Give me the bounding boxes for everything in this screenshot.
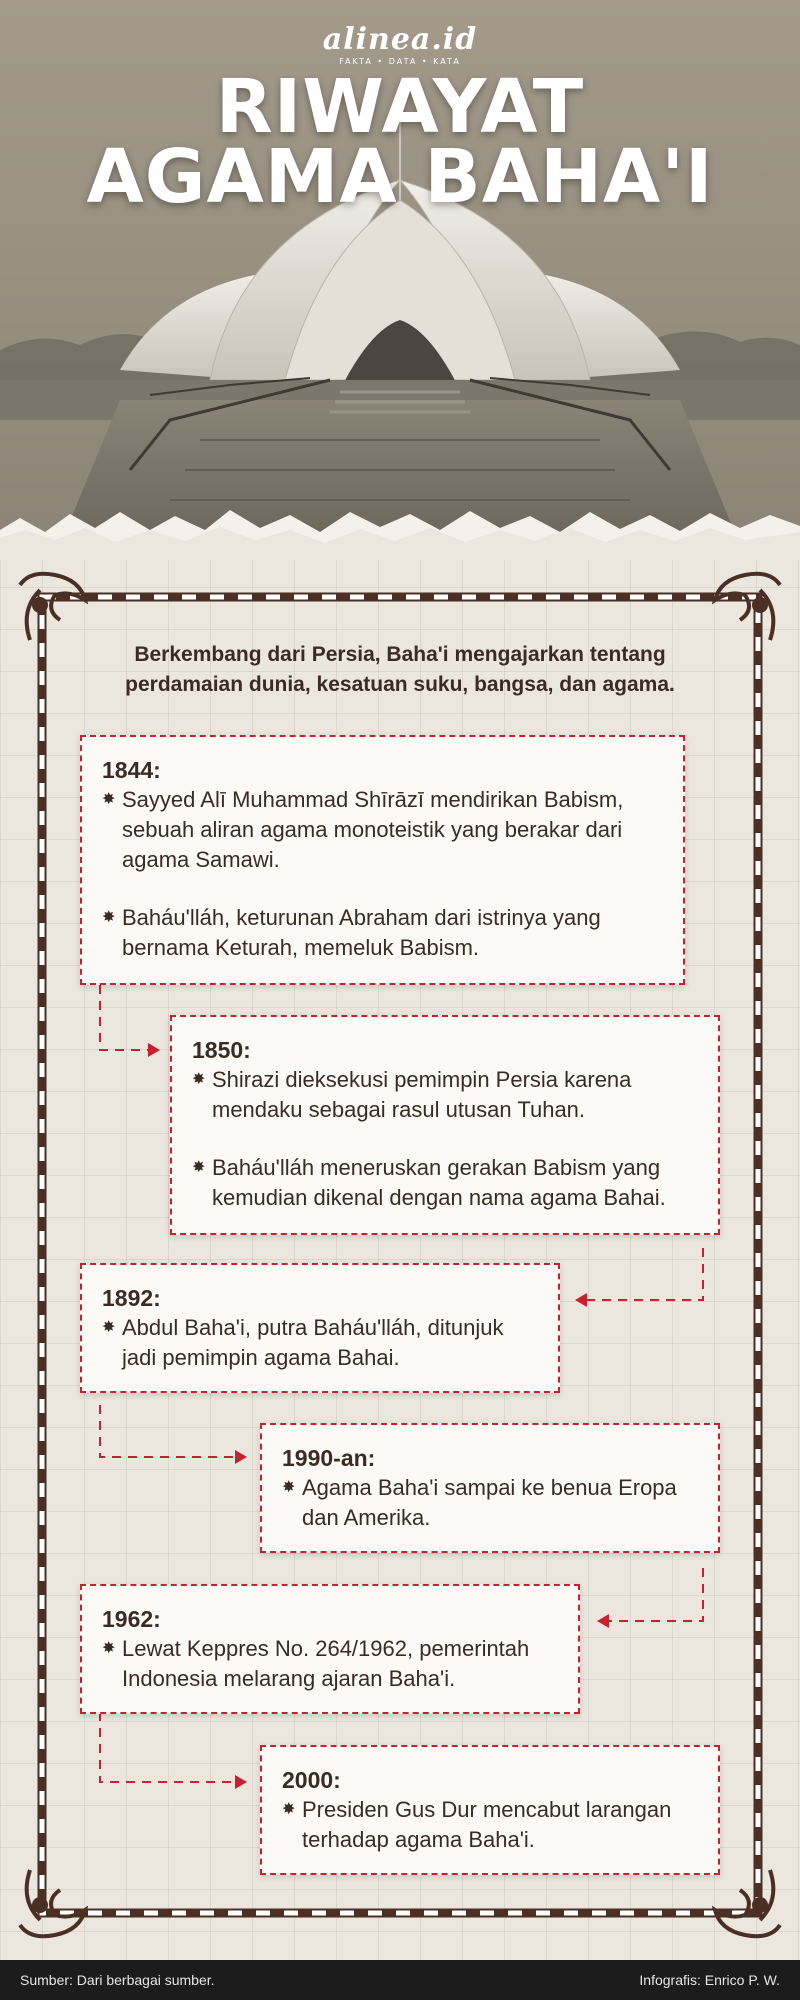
timeline-year: 1990-an: [282,1445,376,1471]
bullet-text: Abdul Baha'i, putra Baháu'lláh, ditunjuk jadi pemimpin agama Bahai. [122,1315,504,1370]
header-banner [0,0,800,545]
timeline-bullet [282,1795,698,1855]
asterisk-bullet-icon: ✸ [282,1479,296,1496]
bullet-text: Lewat Keppres No. 264/1962, pemerintah Indonesia melarang ajaran Baha'i. [122,1636,530,1691]
timeline-bullet [102,903,663,963]
asterisk-bullet-icon: ✸ [102,1319,116,1336]
bullet-text: Baháu'lláh, keturunan Abraham dari istrinya yang bernama Keturah, memeluk Babism. [122,905,601,960]
asterisk-bullet-icon: ✸ [102,791,116,808]
brand-tagline: FAKTA • DATA • KATA [339,57,461,66]
intro-text: Berkembang dari Persia, Baha'i mengajarkan tentang perdamaian dunia, kesatuan suku, bangsa, dan agama. [125,643,675,696]
asterisk-bullet-icon: ✸ [102,909,116,926]
timeline-bullet [102,1313,538,1373]
bullet-text: Presiden Gus Dur mencabut larangan terhadap agama Baha'i. [302,1797,672,1852]
bullet-text: Agama Baha'i sampai ke benua Eropa dan Amerika. [302,1475,677,1530]
brand-logo [0,22,800,66]
timeline-card-2000 [260,1745,720,1875]
brand-name: alinea.id [322,22,478,57]
bullet-text: Baháu'lláh meneruskan gerakan Babism yang kemudian dikenal dengan nama agama Bahai. [212,1155,666,1210]
footer-source: Sumber: Dari berbagai sumber. [20,1972,215,1988]
title-line-1: RIWAYAT [215,64,585,150]
title-line-2: AGAMA BAHA'I [86,134,714,220]
timeline-bullet [102,785,663,875]
timeline-year: 1850: [192,1037,251,1063]
torn-paper-edge [0,500,800,560]
timeline-bullet [102,1634,558,1694]
timeline-card-1892 [80,1263,560,1393]
page-title [0,64,800,220]
timeline-card-1844 [80,735,685,985]
bullet-text: Shirazi dieksekusi pemimpin Persia karena mendaku sebagai rasul utusan Tuhan. [212,1067,632,1122]
timeline-year: 1844: [102,757,161,783]
asterisk-bullet-icon: ✸ [192,1159,206,1176]
timeline-year: 1892: [102,1285,161,1311]
timeline-bullet [282,1473,698,1533]
bullet-text: Sayyed Alī Muhammad Shīrāzī mendirikan Babism, sebuah aliran agama monoteistik yang berakar dari agama Samawi. [122,787,624,872]
asterisk-bullet-icon: ✸ [282,1801,296,1818]
timeline-year: 2000: [282,1767,341,1793]
footer-bar [0,1960,800,2000]
timeline-card-1990an [260,1423,720,1553]
timeline-card-1850 [170,1015,720,1235]
timeline-bullet [192,1065,698,1125]
timeline-year: 1962: [102,1606,161,1632]
timeline-card-1962 [80,1584,580,1714]
footer-credit: Infografis: Enrico P. W. [639,1972,780,1988]
asterisk-bullet-icon: ✸ [192,1071,206,1088]
timeline-bullet [192,1153,698,1213]
asterisk-bullet-icon: ✸ [102,1640,116,1657]
